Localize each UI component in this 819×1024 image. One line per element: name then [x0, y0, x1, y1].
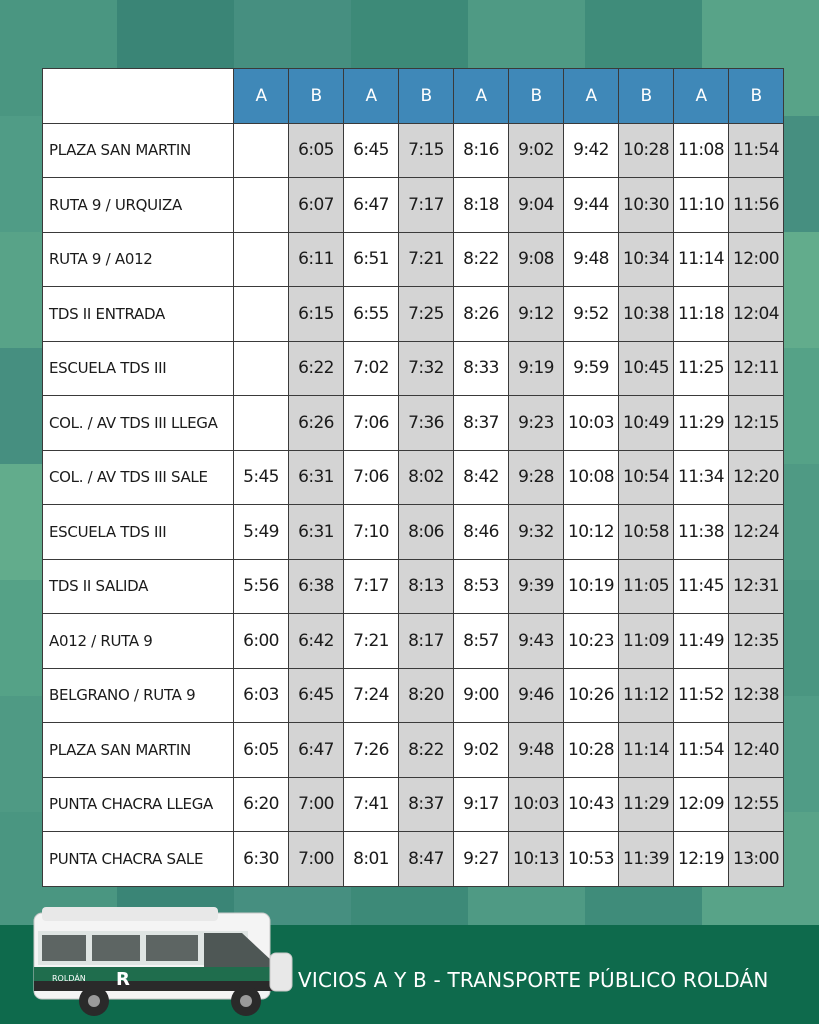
departure-time: 11:54: [674, 723, 729, 778]
service-column-header: A: [454, 69, 509, 124]
departure-time: 9:08: [509, 232, 564, 287]
table-row: [43, 505, 784, 560]
departure-time: 7:06: [344, 450, 399, 505]
departure-time: 5:45: [234, 450, 289, 505]
departure-time: 9:23: [509, 396, 564, 451]
table-row: [43, 450, 784, 505]
departure-time: 11:29: [674, 396, 729, 451]
departure-time: 11:14: [674, 232, 729, 287]
departure-time: 6:42: [289, 614, 344, 669]
departure-time: 12:04: [729, 287, 784, 342]
departure-time: 8:18: [454, 178, 509, 233]
departure-time: 12:55: [729, 777, 784, 832]
departure-time: [234, 341, 289, 396]
departure-time: 10:03: [509, 777, 564, 832]
departure-time: 7:32: [399, 341, 454, 396]
service-column-header: B: [729, 69, 784, 124]
departure-time: 7:02: [344, 341, 399, 396]
departure-time: 11:49: [674, 614, 729, 669]
stop-name: COL. / AV TDS III SALE: [43, 450, 234, 505]
departure-time: 11:45: [674, 559, 729, 614]
stop-name: BELGRANO / RUTA 9: [43, 668, 234, 723]
departure-time: 7:21: [399, 232, 454, 287]
departure-time: 6:15: [289, 287, 344, 342]
departure-time: 6:11: [289, 232, 344, 287]
departure-time: 10:19: [564, 559, 619, 614]
departure-time: 9:48: [564, 232, 619, 287]
departure-time: 11:25: [674, 341, 729, 396]
table-row: [43, 832, 784, 887]
departure-time: 6:51: [344, 232, 399, 287]
stop-name: RUTA 9 / A012: [43, 232, 234, 287]
departure-time: 10:38: [619, 287, 674, 342]
departure-time: 7:17: [344, 559, 399, 614]
departure-time: 7:41: [344, 777, 399, 832]
stop-name: RUTA 9 / URQUIZA: [43, 178, 234, 233]
departure-time: 6:05: [289, 123, 344, 178]
departure-time: 8:16: [454, 123, 509, 178]
departure-time: 6:45: [344, 123, 399, 178]
departure-time: 10:54: [619, 450, 674, 505]
departure-time: 6:26: [289, 396, 344, 451]
departure-time: 7:00: [289, 832, 344, 887]
departure-time: 7:17: [399, 178, 454, 233]
departure-time: 11:56: [729, 178, 784, 233]
stop-name: ESCUELA TDS III: [43, 505, 234, 560]
departure-time: [234, 232, 289, 287]
departure-time: 10:30: [619, 178, 674, 233]
departure-time: 9:28: [509, 450, 564, 505]
departure-time: 6:05: [234, 723, 289, 778]
table-row: [43, 178, 784, 233]
departure-time: 10:26: [564, 668, 619, 723]
departure-time: 11:54: [729, 123, 784, 178]
departure-time: 8:06: [399, 505, 454, 560]
footer-title: VICIOS A Y B - TRANSPORTE PÚBLICO ROLDÁN: [298, 968, 769, 992]
departure-time: 8:42: [454, 450, 509, 505]
departure-time: 7:25: [399, 287, 454, 342]
departure-time: 9:04: [509, 178, 564, 233]
stop-name: PUNTA CHACRA LLEGA: [43, 777, 234, 832]
departure-time: 10:28: [564, 723, 619, 778]
service-column-header: A: [564, 69, 619, 124]
departure-time: 9:43: [509, 614, 564, 669]
departure-time: 8:22: [454, 232, 509, 287]
departure-time: 8:17: [399, 614, 454, 669]
departure-time: 11:39: [619, 832, 674, 887]
departure-time: 11:18: [674, 287, 729, 342]
departure-time: 12:40: [729, 723, 784, 778]
departure-time: 8:26: [454, 287, 509, 342]
table-header-row: [43, 69, 784, 124]
departure-time: 10:23: [564, 614, 619, 669]
departure-time: 11:29: [619, 777, 674, 832]
departure-time: 6:20: [234, 777, 289, 832]
departure-time: 10:58: [619, 505, 674, 560]
departure-time: 7:10: [344, 505, 399, 560]
departure-time: 10:13: [509, 832, 564, 887]
stop-name: TDS II SALIDA: [43, 559, 234, 614]
departure-time: 9:12: [509, 287, 564, 342]
departure-time: 7:06: [344, 396, 399, 451]
table-row: [43, 559, 784, 614]
bus-logo-letter: R: [116, 969, 130, 990]
departure-time: 8:57: [454, 614, 509, 669]
departure-time: 12:35: [729, 614, 784, 669]
bus-illustration: [28, 905, 300, 1024]
departure-time: 11:12: [619, 668, 674, 723]
departure-time: 6:03: [234, 668, 289, 723]
departure-time: 11:38: [674, 505, 729, 560]
departure-time: 10:53: [564, 832, 619, 887]
departure-time: 9:42: [564, 123, 619, 178]
stop-name: PLAZA SAN MARTIN: [43, 123, 234, 178]
departure-time: 7:24: [344, 668, 399, 723]
departure-time: 8:53: [454, 559, 509, 614]
table-row: [43, 723, 784, 778]
departure-time: 11:10: [674, 178, 729, 233]
departure-time: 9:48: [509, 723, 564, 778]
departure-time: 9:59: [564, 341, 619, 396]
table-row: [43, 232, 784, 287]
table-row: [43, 396, 784, 451]
departure-time: 9:02: [454, 723, 509, 778]
service-column-header: A: [234, 69, 289, 124]
departure-time: 10:12: [564, 505, 619, 560]
service-column-header: A: [344, 69, 399, 124]
departure-time: 10:49: [619, 396, 674, 451]
stop-name: PLAZA SAN MARTIN: [43, 723, 234, 778]
departure-time: 9:46: [509, 668, 564, 723]
departure-time: 8:01: [344, 832, 399, 887]
departure-time: 8:46: [454, 505, 509, 560]
stop-name: A012 / RUTA 9: [43, 614, 234, 669]
departure-time: 11:52: [674, 668, 729, 723]
departure-time: 6:47: [289, 723, 344, 778]
departure-time: 8:20: [399, 668, 454, 723]
departure-time: 5:49: [234, 505, 289, 560]
table-row: [43, 614, 784, 669]
service-column-header: B: [289, 69, 344, 124]
departure-time: 6:07: [289, 178, 344, 233]
departure-time: 8:37: [454, 396, 509, 451]
service-column-header: A: [674, 69, 729, 124]
stop-name: TDS II ENTRADA: [43, 287, 234, 342]
departure-time: 8:37: [399, 777, 454, 832]
departure-time: 8:22: [399, 723, 454, 778]
table-row: [43, 123, 784, 178]
departure-time: 8:13: [399, 559, 454, 614]
service-column-header: B: [509, 69, 564, 124]
table-row: [43, 287, 784, 342]
departure-time: 6:45: [289, 668, 344, 723]
table-row: [43, 777, 784, 832]
departure-time: 6:31: [289, 450, 344, 505]
departure-time: 12:20: [729, 450, 784, 505]
departure-time: 6:00: [234, 614, 289, 669]
departure-time: 6:31: [289, 505, 344, 560]
stop-name: PUNTA CHACRA SALE: [43, 832, 234, 887]
departure-time: 9:00: [454, 668, 509, 723]
departure-time: 5:56: [234, 559, 289, 614]
departure-time: 7:36: [399, 396, 454, 451]
departure-time: 12:24: [729, 505, 784, 560]
departure-time: 12:11: [729, 341, 784, 396]
table-row: [43, 341, 784, 396]
departure-time: [234, 287, 289, 342]
departure-time: 10:43: [564, 777, 619, 832]
departure-time: 9:27: [454, 832, 509, 887]
departure-time: 8:02: [399, 450, 454, 505]
departure-time: [234, 123, 289, 178]
departure-time: 10:34: [619, 232, 674, 287]
departure-time: 11:09: [619, 614, 674, 669]
departure-time: 7:26: [344, 723, 399, 778]
departure-time: 6:38: [289, 559, 344, 614]
service-column-header: B: [399, 69, 454, 124]
departure-time: 12:09: [674, 777, 729, 832]
departure-time: 11:08: [674, 123, 729, 178]
departure-time: 12:19: [674, 832, 729, 887]
departure-time: 12:38: [729, 668, 784, 723]
departure-time: 9:02: [509, 123, 564, 178]
departure-time: 10:03: [564, 396, 619, 451]
departure-time: 6:55: [344, 287, 399, 342]
departure-time: 6:47: [344, 178, 399, 233]
departure-time: 7:21: [344, 614, 399, 669]
departure-time: 8:33: [454, 341, 509, 396]
departure-time: 12:31: [729, 559, 784, 614]
departure-time: 10:45: [619, 341, 674, 396]
departure-time: 12:15: [729, 396, 784, 451]
departure-time: 9:39: [509, 559, 564, 614]
departure-time: 12:00: [729, 232, 784, 287]
bus-schedule-table: [42, 68, 784, 887]
bus-side-text: ROLDÁN: [52, 974, 86, 983]
departure-time: 9:32: [509, 505, 564, 560]
stop-name: ESCUELA TDS III: [43, 341, 234, 396]
departure-time: [234, 396, 289, 451]
departure-time: 9:52: [564, 287, 619, 342]
departure-time: [234, 178, 289, 233]
departure-time: 11:05: [619, 559, 674, 614]
departure-time: 9:19: [509, 341, 564, 396]
departure-time: 9:44: [564, 178, 619, 233]
departure-time: 6:30: [234, 832, 289, 887]
departure-time: 10:08: [564, 450, 619, 505]
departure-time: 10:28: [619, 123, 674, 178]
stop-name: COL. / AV TDS III LLEGA: [43, 396, 234, 451]
departure-time: 11:34: [674, 450, 729, 505]
departure-time: 7:00: [289, 777, 344, 832]
table-header-corner: [43, 69, 234, 124]
departure-time: 13:00: [729, 832, 784, 887]
departure-time: 7:15: [399, 123, 454, 178]
service-column-header: B: [619, 69, 674, 124]
departure-time: 8:47: [399, 832, 454, 887]
departure-time: 6:22: [289, 341, 344, 396]
table-row: [43, 668, 784, 723]
departure-time: 9:17: [454, 777, 509, 832]
departure-time: 11:14: [619, 723, 674, 778]
